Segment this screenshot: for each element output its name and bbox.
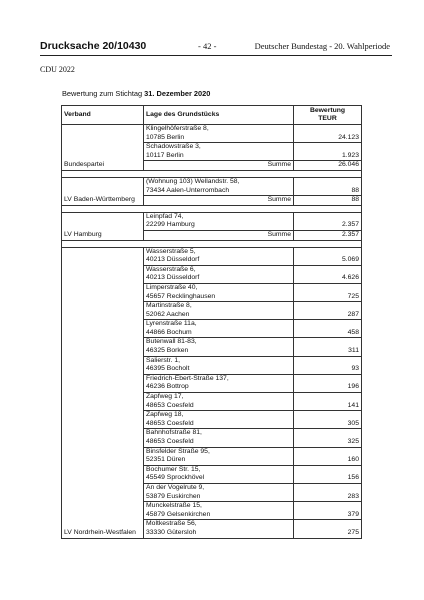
table-row <box>62 177 362 195</box>
value-cell: 283 <box>294 483 362 501</box>
address-street: Limperstraße 40, <box>146 283 198 291</box>
address-street: Friedrich-Ebert-Straße 137, <box>146 374 229 382</box>
value-cell: 196 <box>294 374 362 392</box>
title-prefix: Bewertung zum Stichtag <box>62 89 145 98</box>
address-street: Munckelstraße 15, <box>146 502 202 510</box>
value-cell: 458 <box>294 320 362 338</box>
address-street: Leinpfad 74, <box>146 212 184 220</box>
table-row <box>62 125 362 143</box>
table-header-row <box>62 106 362 125</box>
value-cell: 725 <box>294 283 362 301</box>
value-cell: 1.923 <box>294 143 362 161</box>
address-street: Schadowstraße 3, <box>146 143 201 151</box>
value-cell: 156 <box>294 465 362 483</box>
address-street: Butenwall 81-83, <box>146 338 197 346</box>
lage-cell <box>144 338 294 356</box>
value-cell: 275 <box>294 520 362 538</box>
address-city: 73434 Aalen-Unterrombach <box>146 186 230 194</box>
table-row <box>62 247 362 265</box>
value-cell: 141 <box>294 393 362 411</box>
value-cell: 5.069 <box>294 247 362 265</box>
address-street: Moltkestraße 56, <box>146 520 197 528</box>
value-cell: 4.626 <box>294 265 362 283</box>
address-city: 53879 Euskirchen <box>146 492 201 500</box>
header-lage: Lage des Grundstücks <box>144 106 294 125</box>
value-cell: 160 <box>294 447 362 465</box>
document-number-bold: 10430 <box>117 40 147 52</box>
address-street: Klingelhöferstraße 8, <box>146 125 209 132</box>
value-cell: 305 <box>294 411 362 429</box>
lage-cell <box>144 320 294 338</box>
lage-cell <box>144 483 294 501</box>
address-city: 33330 Gütersloh <box>146 528 197 536</box>
address-city: 44866 Bochum <box>146 328 192 336</box>
publisher: Deutscher Bundestag - 20. Wahlperiode <box>254 41 390 51</box>
title-date: 31. Dezember 2020 <box>144 89 211 98</box>
address-city: 45879 Gelsenkirchen <box>146 510 211 518</box>
summe-value: 88 <box>294 196 362 206</box>
lage-cell <box>144 283 294 301</box>
address-street: (Wohnung 103) Wellandstr. 58, <box>146 177 240 185</box>
table-row <box>62 212 362 230</box>
header-verband: Verband <box>62 106 144 125</box>
spacer-cell <box>62 205 362 212</box>
address-city: 45549 Sprockhövel <box>146 474 205 482</box>
document-prefix: Drucksache 20/ <box>40 40 118 52</box>
summe-label: Summe <box>144 196 294 206</box>
address-city: 10117 Berlin <box>146 151 184 159</box>
address-street: Bochumer Str. 15, <box>146 465 201 473</box>
value-cell: 2.357 <box>294 212 362 230</box>
address-city: 40213 Düsseldorf <box>146 256 200 264</box>
lage-cell <box>144 212 294 230</box>
value-cell: 24.123 <box>294 125 362 143</box>
lage-cell <box>144 125 294 143</box>
value-cell: 379 <box>294 502 362 520</box>
value-cell: 88 <box>294 177 362 195</box>
lage-cell <box>144 177 294 195</box>
address-street: Wasserstraße 5, <box>146 247 196 255</box>
address-city: 52351 Düren <box>146 456 186 464</box>
lage-cell <box>144 143 294 161</box>
lage-cell <box>144 411 294 429</box>
page-header <box>40 40 390 54</box>
address-street: Wasserstraße 6, <box>146 265 196 273</box>
value-cell: 93 <box>294 356 362 374</box>
summe-value: 26.046 <box>294 161 362 171</box>
address-street: Zapfweg 18, <box>146 411 184 419</box>
address-city: 22299 Hamburg <box>146 221 195 229</box>
address-city: 52062 Aachen <box>146 310 190 318</box>
group-spacer <box>62 205 362 212</box>
lage-cell <box>144 265 294 283</box>
address-street: Zapfweg 17, <box>146 393 184 401</box>
address-city: 40213 Düsseldorf <box>146 274 200 282</box>
address-city: 46325 Borken <box>146 347 189 355</box>
lage-cell <box>144 302 294 320</box>
verband-cell: LV Hamburg <box>62 212 144 240</box>
verband-cell: Bundespartei <box>62 125 144 171</box>
document-number <box>40 40 146 52</box>
value-cell: 287 <box>294 302 362 320</box>
property-table <box>61 105 362 539</box>
header-bewertung <box>294 106 362 125</box>
address-city: 48653 Coesfeld <box>146 438 194 445</box>
address-city: 10785 Berlin <box>146 133 185 141</box>
address-city: 48653 Coesfeld <box>146 401 194 409</box>
address-street: An der Vogelrute 9, <box>146 483 205 491</box>
address-city: 45657 Recklinghausen <box>146 292 216 300</box>
lage-cell <box>144 520 294 538</box>
lage-cell <box>144 502 294 520</box>
address-city: 48653 Coesfeld <box>146 419 194 427</box>
header-rule <box>40 55 392 56</box>
lage-cell <box>144 247 294 265</box>
group-spacer <box>62 240 362 247</box>
lage-cell <box>144 465 294 483</box>
summe-label: Summe <box>144 230 294 240</box>
lage-cell <box>144 447 294 465</box>
address-city: 46395 Bocholt <box>146 365 190 373</box>
summe-value: 2.357 <box>294 230 362 240</box>
address-street: Bahnhofstraße 81, <box>146 429 202 437</box>
party-label: CDU 2022 <box>40 65 75 74</box>
address-city: 46236 Bottrop <box>146 383 189 391</box>
group-spacer <box>62 170 362 177</box>
lage-cell <box>144 374 294 392</box>
verband-cell: LV Baden-Württemberg <box>62 177 144 205</box>
spacer-cell <box>62 240 362 247</box>
spacer-cell <box>62 170 362 177</box>
summe-label: Summe <box>144 161 294 171</box>
address-street: Lyrenstraße 11a, <box>146 320 197 328</box>
lage-cell <box>144 429 294 447</box>
address-street: Binsfelder Straße 95, <box>146 447 210 455</box>
lage-cell <box>144 393 294 411</box>
table-title <box>62 89 210 98</box>
value-cell: 311 <box>294 338 362 356</box>
page-number: - 42 - <box>198 41 217 51</box>
value-cell: 325 <box>294 429 362 447</box>
header-unit: TEUR <box>318 115 337 122</box>
lage-cell <box>144 356 294 374</box>
address-street: Salierstr. 1, <box>146 356 180 364</box>
address-street: Martinstraße 8, <box>146 302 192 310</box>
verband-cell: LV Nordrhein-Westfalen <box>62 247 144 538</box>
header-bewertung-label: Bewertung <box>309 107 346 115</box>
